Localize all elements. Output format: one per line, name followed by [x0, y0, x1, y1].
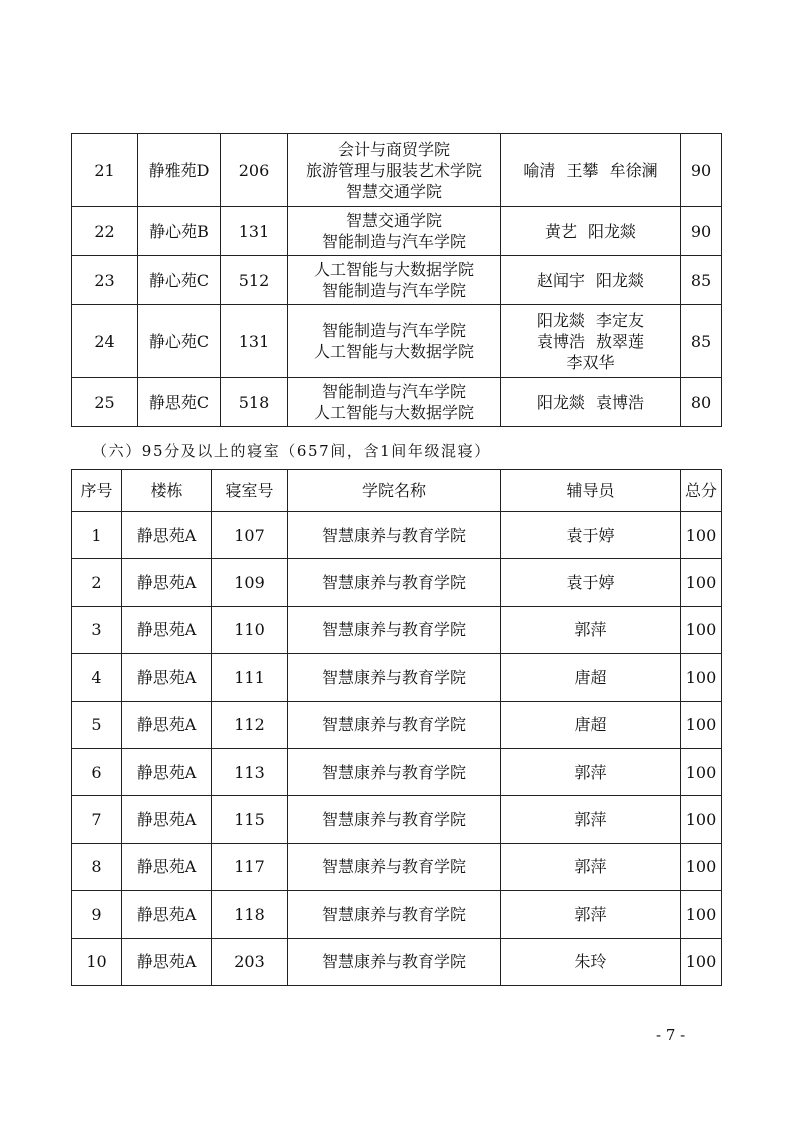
counselor-line: 阳龙燚 袁博浩	[536, 392, 645, 412]
building-name: 静思苑A	[122, 606, 212, 653]
row-number: 25	[72, 378, 138, 427]
header-college: 学院名称	[288, 470, 501, 512]
building-name: 静思苑A	[122, 796, 212, 843]
table-row	[72, 305, 722, 378]
table-row	[72, 796, 722, 843]
counselor-names	[501, 134, 681, 207]
total-score: 90	[681, 207, 722, 256]
total-score: 80	[681, 378, 722, 427]
counselor-names	[501, 305, 681, 378]
counselor-line: 赵闻宇 阳龙燚	[536, 270, 645, 290]
page-number: - 7 -	[656, 1026, 686, 1044]
building-name: 静思苑A	[122, 748, 212, 795]
table-row	[72, 559, 722, 606]
college-name: 智慧康养与教育学院	[288, 606, 501, 653]
total-score: 100	[681, 701, 722, 748]
counselor-name: 郭萍	[501, 748, 681, 795]
college-names	[288, 305, 501, 378]
college-name: 智慧康养与教育学院	[288, 559, 501, 606]
counselor-names	[501, 378, 681, 427]
college-name: 智慧康养与教育学院	[288, 654, 501, 701]
building-name: 静心苑C	[138, 305, 221, 378]
row-number: 5	[72, 701, 122, 748]
counselor-line: 李双华	[566, 352, 615, 372]
building-name: 静思苑A	[122, 891, 212, 938]
room-number: 107	[212, 512, 288, 559]
college-name: 智能制造与汽车学院	[321, 232, 466, 251]
college-name: 智慧交通学院	[345, 181, 442, 201]
row-number: 21	[72, 134, 138, 207]
counselor-name: 郭萍	[501, 843, 681, 890]
building-name: 静思苑A	[122, 701, 212, 748]
college-names	[288, 378, 501, 427]
header-room: 寝室号	[212, 470, 288, 512]
college-name: 会计与商贸学院	[337, 139, 450, 159]
row-number: 23	[72, 256, 138, 305]
college-name: 智慧康养与教育学院	[288, 843, 501, 890]
table-row	[72, 378, 722, 427]
room-number: 512	[221, 256, 288, 305]
counselor-name: 袁于婷	[501, 559, 681, 606]
building-name: 静心苑B	[138, 207, 221, 256]
total-score: 100	[681, 843, 722, 890]
total-score: 100	[681, 796, 722, 843]
college-name: 智能制造与汽车学院	[321, 321, 466, 340]
building-name: 静思苑A	[122, 654, 212, 701]
counselor-names	[501, 256, 681, 305]
table-row	[72, 843, 722, 890]
room-number: 112	[212, 701, 288, 748]
building-name: 静思苑A	[122, 843, 212, 890]
building-name: 静思苑C	[138, 378, 221, 427]
row-number: 1	[72, 512, 122, 559]
room-number: 131	[221, 305, 288, 378]
table-row	[72, 701, 722, 748]
dorm-table-95-plus	[71, 469, 722, 986]
row-number: 22	[72, 207, 138, 256]
room-number: 118	[212, 891, 288, 938]
counselor-name: 唐超	[501, 701, 681, 748]
room-number: 113	[212, 748, 288, 795]
college-names	[288, 134, 501, 207]
row-number: 6	[72, 748, 122, 795]
college-name: 旅游管理与服装艺术学院	[305, 160, 482, 180]
header-total-score: 总分	[681, 470, 722, 512]
college-name: 人工智能与大数据学院	[313, 260, 474, 279]
counselor-line: 喻清 王攀 牟徐澜	[523, 160, 658, 180]
section-heading: （六）95分及以上的寝室（657间，含1间年级混寝）	[92, 442, 491, 460]
table-row	[72, 134, 722, 207]
total-score: 100	[681, 938, 722, 985]
table-row	[72, 512, 722, 559]
counselor-name: 郭萍	[501, 796, 681, 843]
row-number: 3	[72, 606, 122, 653]
room-number: 117	[212, 843, 288, 890]
counselor-name: 唐超	[501, 654, 681, 701]
counselor-name: 袁于婷	[501, 512, 681, 559]
total-score: 100	[681, 654, 722, 701]
total-score: 100	[681, 606, 722, 653]
counselor-name: 郭萍	[501, 891, 681, 938]
total-score: 100	[681, 512, 722, 559]
table-row	[72, 606, 722, 653]
room-number: 111	[212, 654, 288, 701]
college-name: 人工智能与大数据学院	[313, 403, 474, 422]
college-name: 智慧康养与教育学院	[288, 512, 501, 559]
table-row	[72, 654, 722, 701]
building-name: 静思苑A	[122, 559, 212, 606]
room-number: 203	[212, 938, 288, 985]
total-score: 90	[681, 134, 722, 207]
college-name: 智能制造与汽车学院	[321, 281, 466, 300]
room-number: 110	[212, 606, 288, 653]
college-names	[288, 207, 501, 256]
college-name: 智慧康养与教育学院	[288, 701, 501, 748]
college-name: 人工智能与大数据学院	[313, 342, 474, 361]
college-name: 智慧康养与教育学院	[288, 796, 501, 843]
counselor-name: 郭萍	[501, 606, 681, 653]
college-name: 智慧康养与教育学院	[288, 748, 501, 795]
header-counselor: 辅导员	[501, 470, 681, 512]
counselor-names	[501, 207, 681, 256]
table-row	[72, 748, 722, 795]
header-building: 楼栋	[122, 470, 212, 512]
counselor-line: 黄艺 阳龙燚	[544, 221, 637, 241]
counselor-line: 袁博浩 敖翠莲	[536, 331, 645, 351]
table-row	[72, 207, 722, 256]
row-number: 2	[72, 559, 122, 606]
total-score: 85	[681, 256, 722, 305]
room-number: 206	[221, 134, 288, 207]
row-number: 4	[72, 654, 122, 701]
table-header-row	[72, 470, 722, 512]
header-number: 序号	[72, 470, 122, 512]
table-row	[72, 938, 722, 985]
row-number: 24	[72, 305, 138, 378]
college-name: 智慧康养与教育学院	[288, 891, 501, 938]
table-row	[72, 256, 722, 305]
building-name: 静思苑A	[122, 512, 212, 559]
building-name: 静思苑A	[122, 938, 212, 985]
total-score: 100	[681, 559, 722, 606]
room-number: 109	[212, 559, 288, 606]
total-score: 100	[681, 891, 722, 938]
room-number: 518	[221, 378, 288, 427]
total-score: 85	[681, 305, 722, 378]
college-name: 智慧康养与教育学院	[288, 938, 501, 985]
room-number: 115	[212, 796, 288, 843]
college-name: 智能制造与汽车学院	[321, 382, 466, 401]
row-number: 7	[72, 796, 122, 843]
building-name: 静心苑C	[138, 256, 221, 305]
dorm-table-continued	[71, 133, 722, 427]
college-name: 智慧交通学院	[345, 211, 442, 230]
table-row	[72, 891, 722, 938]
row-number: 9	[72, 891, 122, 938]
counselor-line: 阳龙燚 李定友	[536, 310, 645, 330]
counselor-name: 朱玲	[501, 938, 681, 985]
college-names	[288, 256, 501, 305]
total-score: 100	[681, 748, 722, 795]
row-number: 10	[72, 938, 122, 985]
building-name: 静雅苑D	[138, 134, 221, 207]
row-number: 8	[72, 843, 122, 890]
room-number: 131	[221, 207, 288, 256]
